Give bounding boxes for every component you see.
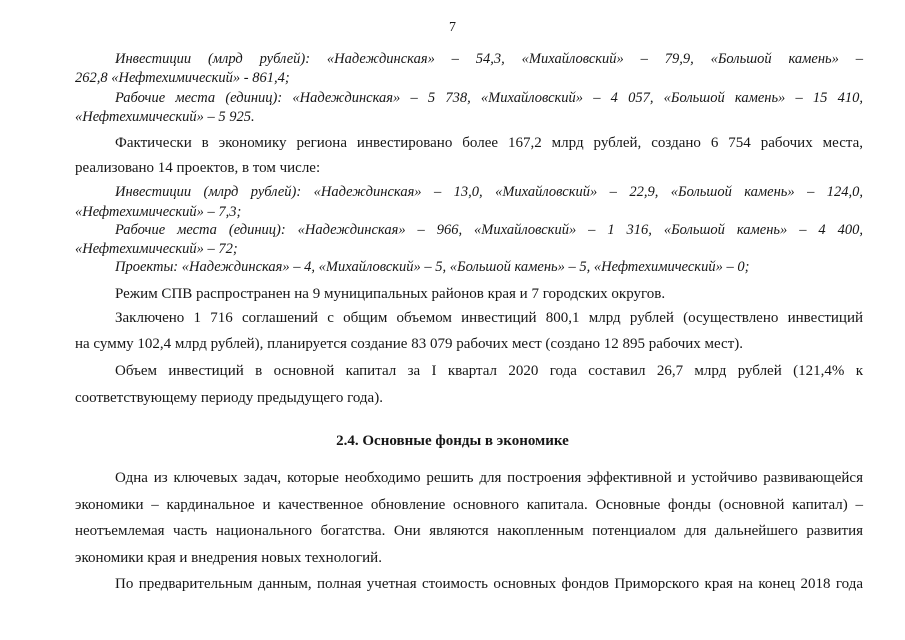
text-line: «Нефтехимический» – 72; bbox=[75, 241, 238, 257]
text-line: Проекты: «Надеждинская» – 4, «Михайловский» – 5, «Большой камень» – 5, «Нефтехимический» – 0; bbox=[115, 259, 750, 275]
section-heading: 2.4. Основные фонды в экономике bbox=[336, 433, 569, 449]
text-line: соответствующему периоду предыдущего года). bbox=[75, 390, 383, 406]
text-line: Режим СПВ распространен на 9 муниципальных районов края и 7 городских округов. bbox=[115, 286, 666, 302]
text-line: экономики – кардинальное и качественное обновление основного капитала. Основные фонды (основной капитал) – bbox=[75, 497, 863, 513]
text-line: Фактически в экономику региона инвестировано более 167,2 млрд рублей, создано 6 754 рабочих места, bbox=[115, 135, 863, 151]
text-line: Инвестиции (млрд рублей): «Надеждинская» – 13,0, «Михайловский» – 22,9, «Большой камень» – 124,0, bbox=[115, 184, 863, 200]
page-number: 7 bbox=[449, 20, 456, 35]
text-line: на сумму 102,4 млрд рублей), планируется создание 83 079 рабочих мест (создано 12 895 рабочих мест). bbox=[75, 336, 744, 352]
text-line: экономики края и внедрения новых технологий. bbox=[75, 550, 382, 566]
text-line: 262,8 «Нефтехимический» - 861,4; bbox=[75, 70, 290, 86]
text-line: Объем инвестиций в основной капитал за I квартал 2020 года составил 26,7 млрд рублей (121,4% к bbox=[115, 363, 863, 379]
text-line: По предварительным данным, полная учетная стоимость основных фондов Приморского края на конец 2018 года bbox=[115, 576, 863, 592]
text-line: Инвестиции (млрд рублей): «Надеждинская» – 54,3, «Михайловский» – 79,9, «Большой камень» – bbox=[115, 51, 863, 67]
text-line: Рабочие места (единиц): «Надеждинская» – 5 738, «Михайловский» – 4 057, «Большой камень» – 15 410, bbox=[115, 90, 863, 106]
text-line: «Нефтехимический» – 5 925. bbox=[75, 109, 255, 125]
text-line: Заключено 1 716 соглашений с общим объемом инвестиций 800,1 млрд рублей (осуществлено инвестиций bbox=[115, 310, 863, 326]
text-line: неотъемлемая часть национального богатства. Они являются накопленным потенциалом для дальнейшего развития bbox=[75, 523, 863, 539]
text-line: Одна из ключевых задач, которые необходимо решить для построения эффективной и устойчиво развивающейся bbox=[115, 470, 863, 486]
text-line: «Нефтехимический» – 7,3; bbox=[75, 204, 242, 220]
text-line: реализовано 14 проектов, в том числе: bbox=[75, 160, 321, 176]
text-line: Рабочие места (единиц): «Надеждинская» – 966, «Михайловский» – 1 316, «Большой камень» – 4 400, bbox=[115, 222, 863, 238]
